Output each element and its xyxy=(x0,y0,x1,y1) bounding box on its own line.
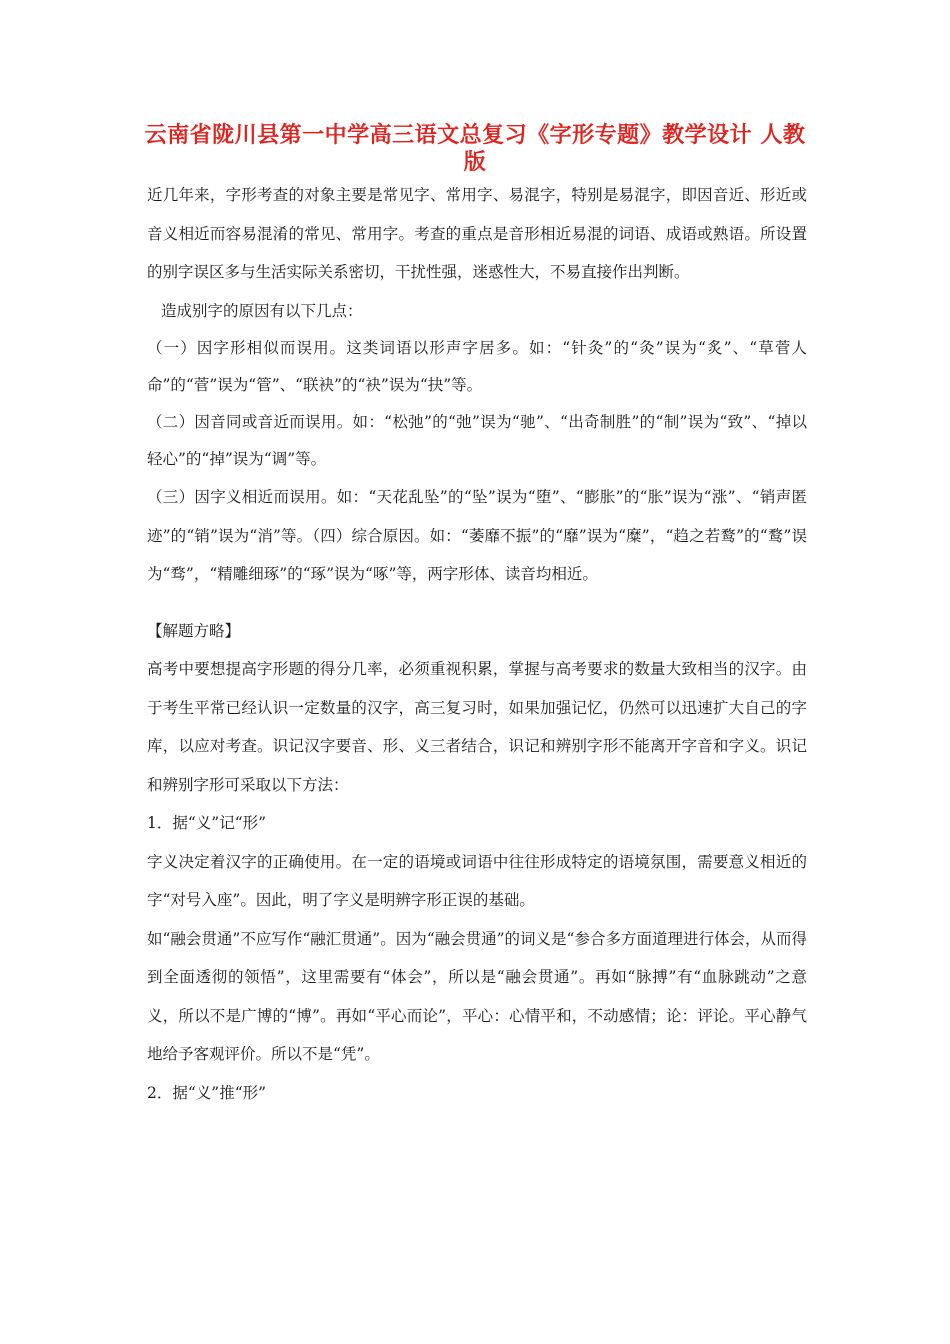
cause-1-paragraph: （一）因字形相似而误用。这类词语以形声字居多。如：“针灸”的“灸”误为“炙”、“草菅人命”的“菅”误为“管”、“联袂”的“袂”误为“抉”等。 xyxy=(147,339,807,394)
method-2-heading: 2．据“义”推“形” xyxy=(147,1083,267,1102)
method-1-text: 字义决定着汉字的正确使用。在一定的语境或词语中往往形成特定的语境氛围，需要意义相近的字“对号入座”。因此，明了字义是明辨字形正误的基础。 xyxy=(147,852,807,909)
strategy-heading: 【解题方略】 xyxy=(147,621,241,640)
causes-intro-paragraph: 造成别字的原因有以下几点： xyxy=(161,301,363,320)
paragraph-gap xyxy=(147,594,807,612)
method-1-heading: 1．据“义”记“形” xyxy=(147,814,267,832)
document-title: 云南省陇川县第一中学高三语文总复习《字形专题》教学设计 人教版 xyxy=(144,122,806,175)
strategy-paragraph: 高考中要想提高字形题的得分几率，必须重视积累，掌握与高考要求的数量大致相当的汉字。由于考生平常已经认识一定数量的汉字，高三复习时，如果加强记忆，仍然可以迅速扩大自己的字库，以应对考查。识记汉字要音、形、义三者结合，识记和辨别字形不能离开字音和字义。识记和辨别字形可采取以下方法： xyxy=(147,660,807,794)
cause-2-paragraph: （二）因音同或音近而误用。如：“松弛”的“弛”误为“驰”、“出奇制胜”的“制”误为“致”、“掉以轻心”的“掉”误为“调”等。 xyxy=(147,413,807,468)
cause-3-paragraph: （三）因字义相近而误用。如：“天花乱坠”的“坠”误为“堕”、“膨胀”的“胀”误为“涨”、“销声匿迹”的“销”误为“消”等。（四）综合原因。如：“萎靡不振”的“靡”误为“糜”，“趋之若鹜”的“鹜”误为“骛”，“精雕细琢”的“琢”误为“啄”等，两字形体、读音均相近。 xyxy=(147,488,807,583)
method-1-example: 如“融会贯通”不应写作“融汇贯通”。因为“融会贯通”的词义是“参合多方面道理进行体会，从而得到全面透彻的领悟”，这里需要有“体会”，所以是“融会贯通”。再如“脉搏”有“血脉跳动”之意义，所以不是广博的“博”。再如“平心而论”，平心：心情平和，不动感情；论：评论。平心静气地给予客观评价。所以不是“凭”。 xyxy=(147,929,807,1063)
document-body xyxy=(147,176,807,1112)
intro-paragraph: 近几年来，字形考查的对象主要是常见字、常用字、易混字，特别是易混字，即因音近、形近或音义相近而容易混淆的常见、常用字。考查的重点是音形相近易混的词语、成语或熟语。所设置的别字误区多与生活实际关系密切，干扰性强，迷惑性大，不易直接作出判断。 xyxy=(147,186,807,281)
